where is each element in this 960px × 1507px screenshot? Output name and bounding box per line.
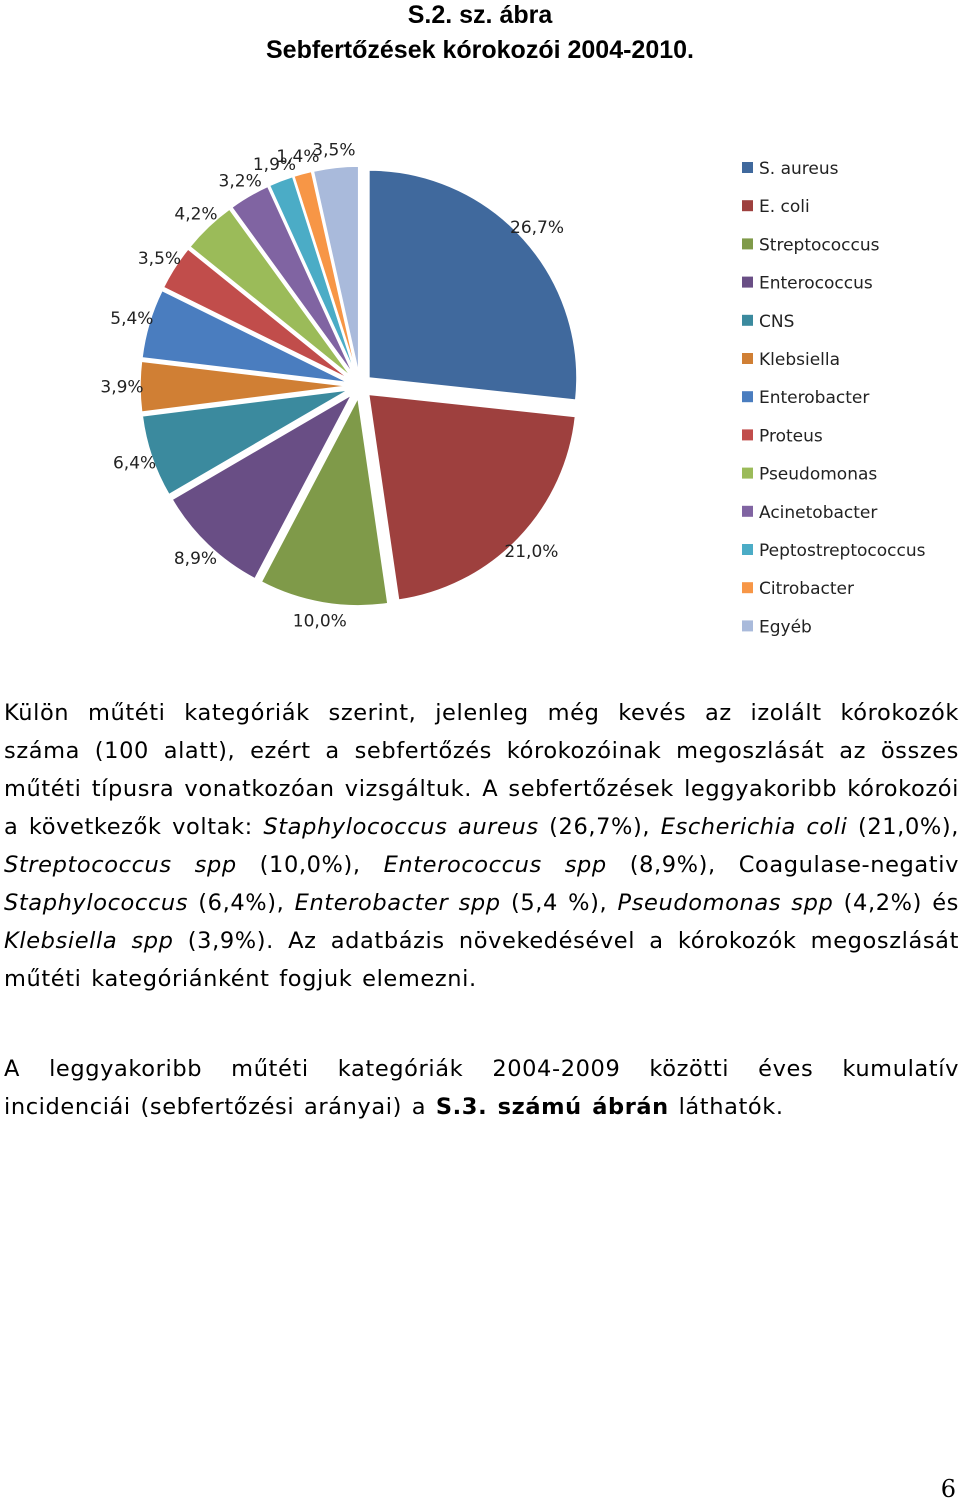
slice-label-e-coli: 21,0%	[504, 542, 559, 563]
slice-label-streptococcus: 10,0%	[292, 611, 347, 632]
slice-label-enterococcus: 8,9%	[173, 548, 218, 569]
legend-label-enterococcus: Enterococcus	[759, 273, 873, 294]
legend-label-e-coli: E. coli	[759, 197, 810, 218]
legend-swatch-klebsiella	[742, 353, 753, 364]
para2-text-1: A leggyakoribb műtéti kategóriák 2004-2009 közötti éves kumulatív incidenciái (sebfertőzési arányai) a	[4, 1056, 959, 1120]
legend-swatch-citrobacter	[742, 582, 753, 593]
legend-label-enterobacter: Enterobacter	[759, 388, 870, 409]
legend-label-proteus: Proteus	[759, 426, 823, 447]
pie-slice-e-coli	[369, 394, 576, 600]
para1-text-4: (10,0%),	[236, 852, 384, 878]
slice-label-egy-b: 3,5%	[312, 140, 356, 161]
slice-label-pseudomonas: 4,2%	[174, 204, 218, 225]
para1-species-2: Escherichia coli	[660, 814, 848, 840]
para1-species-5: Staphylococcus	[4, 890, 189, 916]
legend-label-peptostreptococcus: Peptostreptococcus	[759, 541, 926, 561]
legend-label-cns: CNS	[759, 311, 795, 332]
slice-label-klebsiella: 3,9%	[100, 377, 144, 398]
legend-swatch-streptococcus	[742, 238, 753, 249]
legend-swatch-enterobacter	[742, 391, 753, 402]
legend-swatch-acinetobacter	[742, 506, 753, 517]
legend-label-streptococcus: Streptococcus	[759, 235, 880, 256]
legend-label-pseudomonas: Pseudomonas	[759, 464, 878, 485]
para1-species-4: Enterococcus spp	[383, 852, 607, 878]
para1-text-2: (26,7%),	[538, 814, 661, 840]
slice-label-s-aureus: 26,7%	[510, 217, 565, 238]
para1-text-7: (5,4 %),	[500, 890, 618, 916]
para2-text-2: láthatók.	[668, 1094, 784, 1120]
slice-label-proteus: 3,5%	[137, 248, 182, 269]
slice-label-peptostreptococcus: 1,9%	[252, 154, 297, 175]
para1-text-8: (4,2%) és	[833, 890, 959, 916]
para1-text-3: (21,0%),	[847, 814, 959, 840]
slice-label-citrobacter: 1,4%	[276, 147, 320, 168]
slice-label-enterobacter: 5,4%	[110, 309, 154, 330]
legend-swatch-pseudomonas	[742, 468, 753, 479]
para1-species-1: Staphylococcus aureus	[263, 814, 539, 840]
pie-chart	[0, 130, 960, 660]
slice-label-cns: 6,4%	[112, 453, 157, 474]
para1-species-8: Klebsiella spp	[4, 928, 174, 954]
para1-text-1: Külön műtéti kategóriák szerint, jelenleg még kevés az izolált kórokozók száma (100 alatt), ezért a sebfertőzés kórokozóinak megoszlását az összes műtéti típusra vonatkozóan vizsgáltuk. A sebfertőzések leggyakoribb kórokozói a következők voltak:	[4, 700, 959, 840]
para1-species-3: Streptococcus spp	[4, 852, 237, 878]
legend-label-citrobacter: Citrobacter	[759, 579, 854, 600]
legend-label-s-aureus: S. aureus	[759, 159, 839, 179]
legend-label-acinetobacter: Acinetobacter	[759, 502, 878, 523]
legend-label-egy-b: Egyéb	[759, 617, 812, 638]
para1-text-9: (3,9%). Az adatbázis növekedésével a kórokozók megoszlását műtéti kategóriánként fogjuk elemezni.	[4, 928, 959, 992]
legend-swatch-egy-b	[742, 620, 753, 631]
legend-swatch-s-aureus	[742, 162, 753, 173]
para1-text-5: (8,9%), Coagulase-negativ	[606, 852, 959, 878]
para2-figure-reference: S.3. számú ábrán	[435, 1094, 669, 1120]
slice-label-acinetobacter: 3,2%	[218, 171, 262, 192]
paragraph-incidence	[4, 1050, 959, 1126]
paragraph-pathogens	[4, 694, 959, 998]
page-number: 6	[940, 1475, 956, 1503]
pie-slice-s-aureus	[369, 170, 577, 400]
legend-swatch-proteus	[742, 429, 753, 440]
para1-species-6: Enterobacter spp	[294, 890, 501, 916]
legend-swatch-peptostreptococcus	[742, 544, 753, 555]
legend-swatch-enterococcus	[742, 277, 753, 288]
legend-swatch-e-coli	[742, 200, 753, 211]
legend-swatch-cns	[742, 315, 753, 326]
figure-title: Sebfertőzések kórokozói 2004-2010.	[266, 36, 694, 64]
legend-label-klebsiella: Klebsiella	[759, 350, 841, 370]
figure-number: S.2. sz. ábra	[407, 1, 553, 29]
para1-text-6: (6,4%),	[188, 890, 295, 916]
para1-species-7: Pseudomonas spp	[617, 890, 834, 916]
